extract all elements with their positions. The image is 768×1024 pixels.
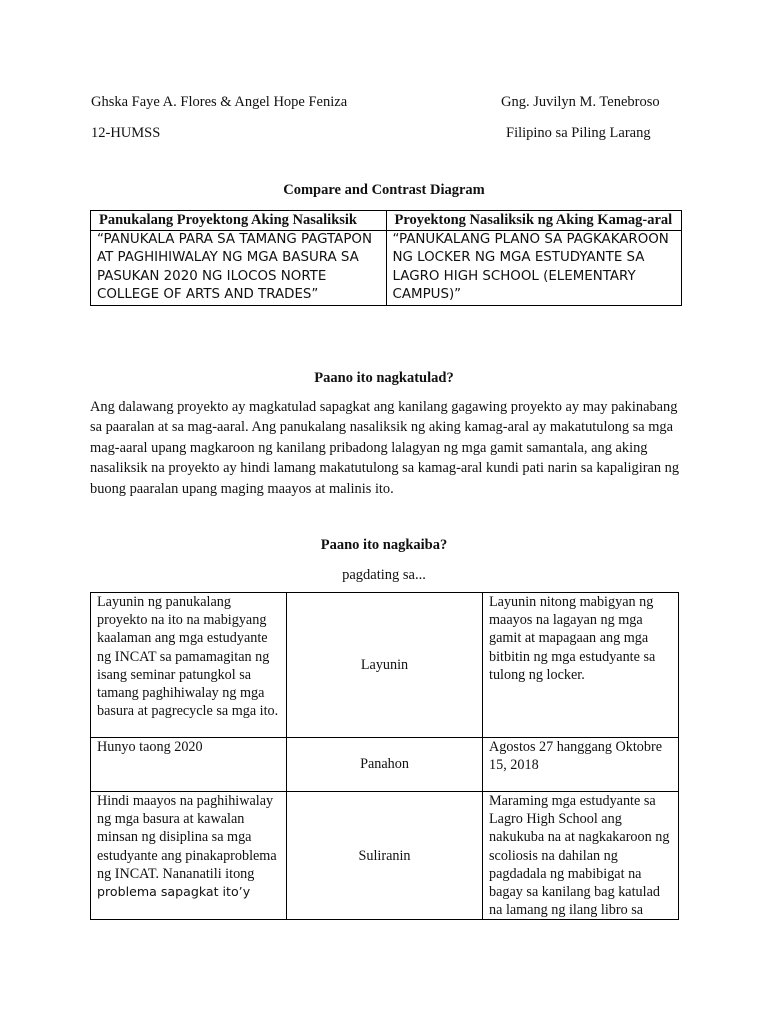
compare-col1-header: Panukalang Proyektong Aking Nasaliksik <box>91 211 387 231</box>
row3-middle: Suliranin <box>287 792 483 920</box>
row1-left: Layunin ng panukalang proyekto na ito na mabigyang kaalaman ang mga estudyante ng INCAT sa pamamagitan ng isang seminar patungkol sa tamang paghihiwalay ng mga basura at pagrecycle sa mga ito. <box>91 593 287 738</box>
similar-paragraph: Ang dalawang proyekto ay magkatulad sapagkat ang kanilang gagawing proyekto ay may pakinabang sa paaralan at sa mag-aaral. Ang panukalang nasaliksik ng aking kamag-aral ay makatutulong sa mga mag-aaral upang magkaroon ng kanilang pribadong lalagyan ng mga gamit samantala, ang aking nasaliksik na proyekto ay hindi lamang makatutulong sa kamag-aral kundi pati narin sa kapaligiran ng buong paaralan upang maging maayos at malinis ito. <box>90 399 680 497</box>
compare-header-row <box>91 211 682 231</box>
row2-left: Hunyo taong 2020 <box>91 738 287 792</box>
subject: Filipino sa Piling Larang <box>506 125 651 141</box>
row3-right: Maraming mga estudyante sa Lagro High School ang nakukuba na at nagkakaroon ng scoliosis na dahilan ng pagdadala ng mabibigat na bagay sa kanilang bag katulad na lamang ng ilang libro sa <box>483 792 679 920</box>
compare-col2-value: “PANUKALANG PLANO SA PAGKAKAROON NG LOCKER NG MGA ESTUDYANTE SA LAGRO HIGH SCHOOL (ELEMENTARY CAMPUS)” <box>386 231 682 306</box>
table-row <box>91 593 679 738</box>
compare-col1-value: “PANUKALA PARA SA TAMANG PAGTAPON AT PAGHIHIWALAY NG MGA BASURA SA PASUKAN 2020 NG ILOCOS NORTE COLLEGE OF ARTS AND TRADES” <box>91 231 387 306</box>
section: 12-HUMSS <box>91 125 161 141</box>
row1-right: Layunin nitong mabigyan ng maayos na lagayan ng mga gamit at mapagaan ang mga bitbitin ng mga estudyante sa tulong ng locker. <box>483 593 679 738</box>
similar-heading: Paano ito nagkatulad? <box>314 370 454 386</box>
authors: Ghska Faye A. Flores & Angel Hope Feniza <box>91 94 348 110</box>
row2-middle: Panahon <box>287 738 483 792</box>
table-row <box>91 738 679 792</box>
different-heading: Paano ito nagkaiba? <box>320 537 448 553</box>
compare-col2-header: Proyektong Nasaliksik ng Aking Kamag-aral <box>386 211 682 231</box>
row1-middle: Layunin <box>287 593 483 738</box>
row2-right: Agostos 27 hanggang Oktobre 15, 2018 <box>483 738 679 792</box>
teacher: Gng. Juvilyn M. Tenebroso <box>501 94 660 110</box>
row3-left <box>91 792 287 920</box>
row3-left-text: Hindi maayos na paghihiwalay ng mga basura at kawalan minsan ng disiplina sa mga estudyante ang pinakaproblema ng INCAT. Nananatili itong <box>97 793 277 882</box>
page-title: Compare and Contrast Diagram <box>283 182 485 198</box>
different-subheading: pagdating sa... <box>342 567 426 583</box>
compare-table <box>90 210 682 306</box>
table-row <box>91 792 679 920</box>
difference-table <box>90 592 679 920</box>
compare-value-row <box>91 231 682 306</box>
row3-left-tail: problema sapagkat ito’y <box>97 884 251 900</box>
